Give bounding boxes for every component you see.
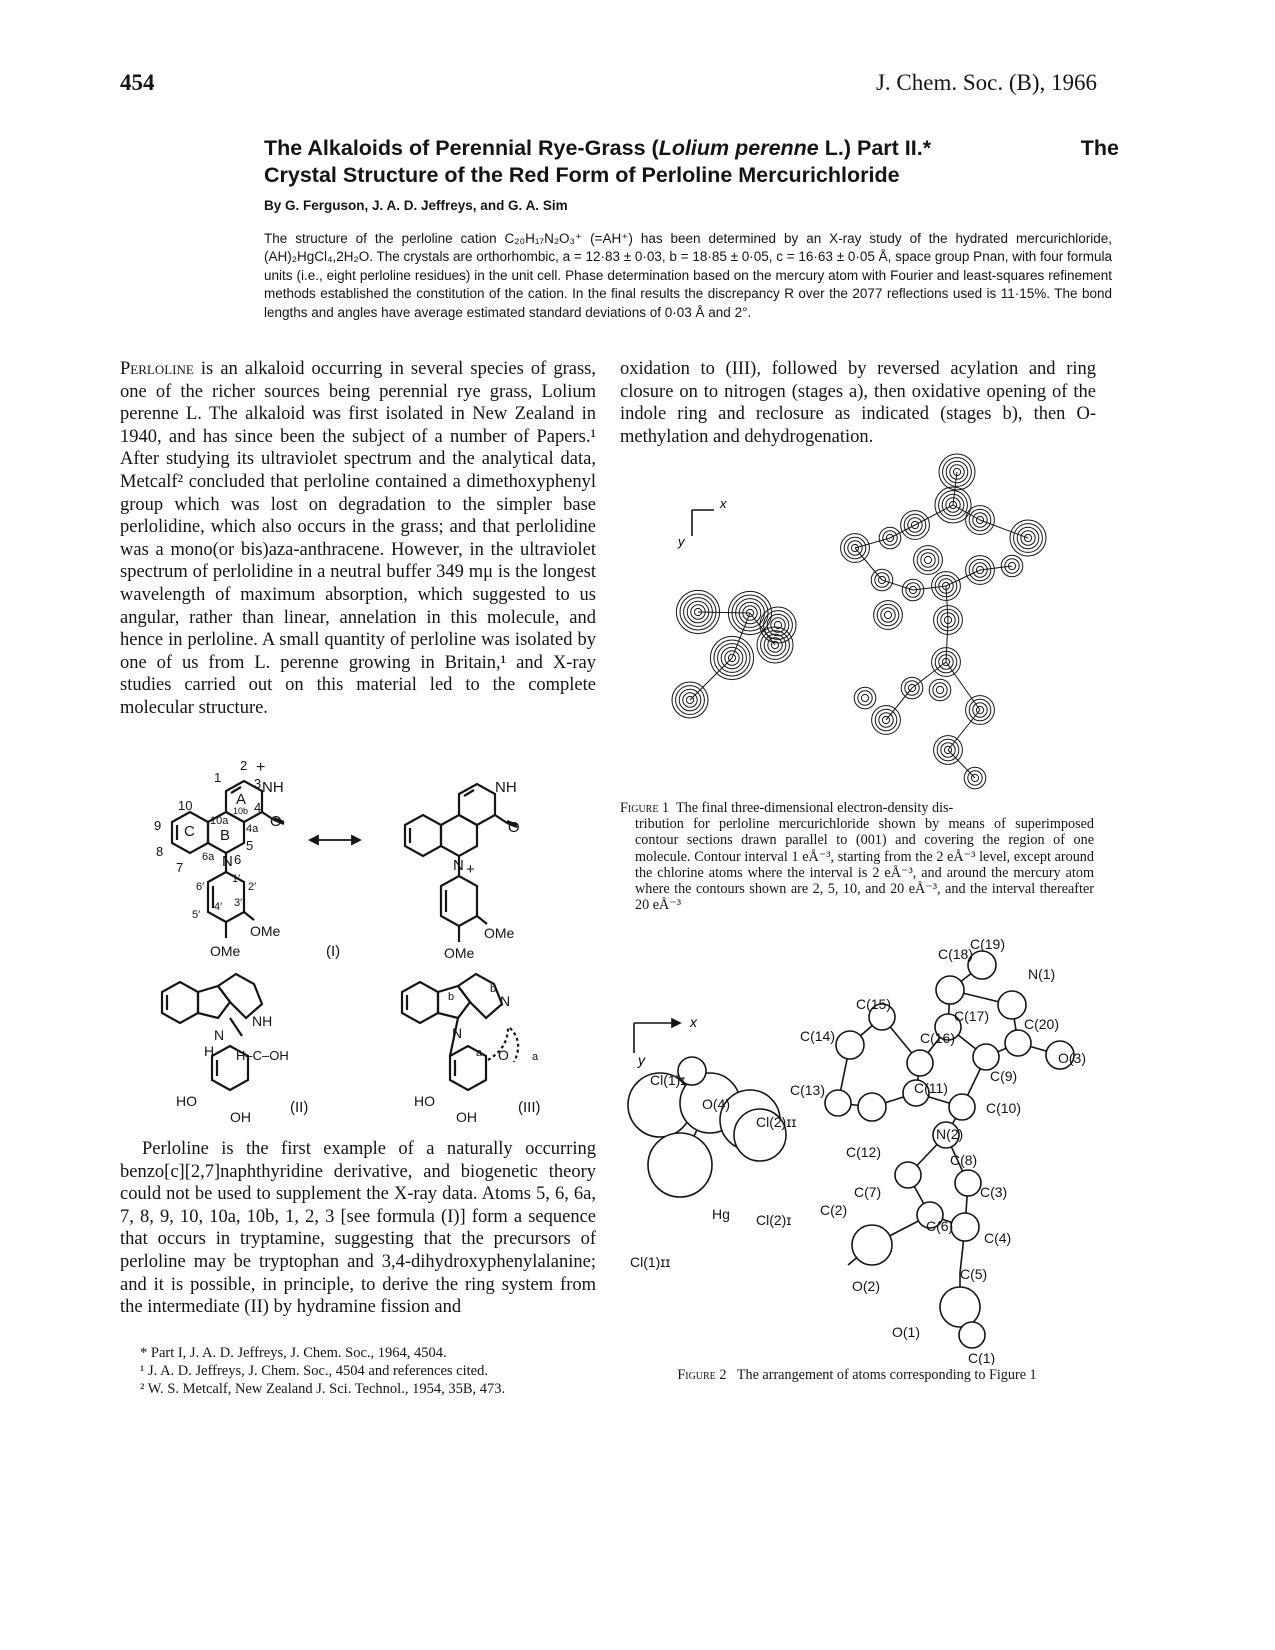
atom-num-9: 9 bbox=[154, 818, 162, 833]
atom-num-6p: 6′ bbox=[196, 881, 205, 893]
paragraph-2: Perloline is the first example of a naturally occurring benzo[c][2,7]naphthyridine derivative, and biogenetic theory could not be used to supplement the X-ray data. Atoms 5, 6, 6a, 7, 8, 9, 10, 10a, 10b, 1, 2, 3 [see formula (I)] form a sequence that occurs in tryptamine, suggesting that the precursors of perloline may be tryptophan and 3,4-dihydroxyphenylalanine; and it is possible, in principle, to derive the ring system from the intermediate (II) by hydramine fission and bbox=[120, 1139, 596, 1318]
ome-label-I-b: OMe bbox=[210, 943, 241, 959]
atom-c8: C(8) bbox=[950, 1152, 978, 1168]
atom-c20: C(20) bbox=[1024, 1016, 1060, 1032]
fig1-axis-x: x bbox=[720, 496, 727, 511]
atom-circle bbox=[858, 1093, 886, 1121]
atom-c19: C(19) bbox=[970, 936, 1006, 952]
figure-2-atom-arrangement bbox=[620, 935, 1090, 1365]
contour-bond bbox=[946, 620, 948, 662]
atom-c5: C(5) bbox=[960, 1266, 988, 1282]
lead-word: Perloline bbox=[120, 359, 194, 379]
ring-C: C bbox=[184, 823, 195, 840]
contour-peak bbox=[914, 546, 943, 575]
title-part1: The Alkaloids of Perennial Rye-Grass ( bbox=[264, 136, 659, 160]
fig2-caption-text: The arrangement of atoms corresponding to Figure 1 bbox=[736, 1367, 1037, 1383]
atom-c6: C(6) bbox=[926, 1218, 954, 1234]
contour-bond bbox=[953, 505, 980, 520]
title-line2: Crystal Structure of the Red Form of Perloline Mercurichloride bbox=[264, 163, 900, 187]
nitrogen-res: N bbox=[453, 857, 464, 874]
byline: By G. Ferguson, J. A. D. Jeffreys, and G. A. Sim bbox=[264, 198, 568, 213]
title-tail: The bbox=[1080, 136, 1119, 160]
contour-peak bbox=[929, 679, 951, 701]
atom-num-2: 2 bbox=[240, 760, 248, 773]
atom-cl2i: Cl(2)ɪ bbox=[756, 1212, 792, 1228]
fig1-label: Figure 1 bbox=[620, 800, 670, 816]
atom-c2: C(2) bbox=[820, 1202, 848, 1218]
ring-A: A bbox=[236, 791, 247, 808]
atom-circle bbox=[1005, 1030, 1031, 1056]
atom-circle bbox=[852, 1225, 892, 1265]
contour-bond bbox=[886, 688, 912, 720]
body-column-right-top bbox=[620, 358, 1096, 448]
atom-num-4a: 4a bbox=[246, 823, 259, 835]
atom-o3: O(3) bbox=[1058, 1050, 1086, 1066]
atom-num-5: 5 bbox=[246, 838, 254, 853]
atom-num-4p: 4′ bbox=[214, 901, 223, 913]
atom-num-7: 7 bbox=[176, 860, 184, 875]
atom-num-3: 3 bbox=[254, 776, 262, 791]
atom-num-3p: 3′ bbox=[234, 897, 243, 909]
footnotes bbox=[140, 1344, 610, 1398]
footnote-2: ² W. S. Metcalf, New Zealand J. Sci. Technol., 1954, 35B, 473. bbox=[140, 1381, 506, 1397]
stage-b-2: b bbox=[490, 983, 497, 995]
cation-plus: + bbox=[256, 760, 266, 776]
oxygen-III: O bbox=[498, 1047, 509, 1063]
atom-o4: O(4) bbox=[702, 1096, 730, 1112]
formula-label-II: (II) bbox=[290, 1099, 309, 1116]
chemical-formulas bbox=[150, 760, 590, 1130]
atom-c1: C(1) bbox=[968, 1350, 996, 1365]
stage-a-1: a bbox=[476, 1047, 483, 1059]
contour-bond bbox=[980, 566, 1012, 570]
nitrogen-II: N bbox=[214, 1027, 225, 1043]
figure-2-caption bbox=[650, 1367, 1064, 1383]
stage-b-1: b bbox=[448, 991, 455, 1003]
atom-circle bbox=[836, 1031, 864, 1059]
atom-num-1: 1 bbox=[214, 770, 222, 785]
h-label-II: H bbox=[204, 1043, 215, 1059]
atom-cl2ii: Cl(2)ɪɪ bbox=[756, 1114, 797, 1130]
title-italic: Lolium perenne bbox=[658, 136, 819, 160]
ome-label-I-a: OMe bbox=[250, 923, 281, 939]
contour-peak bbox=[854, 687, 876, 709]
carbonyl-o-I: O bbox=[270, 813, 282, 830]
fig1-caption-first: The final three-dimensional electron-density dis- bbox=[675, 800, 954, 816]
fig2-axis-y: y bbox=[638, 1052, 645, 1068]
abstract: The structure of the perloline cation C₂₀H₁₇N₂O₃⁺ (=AH⁺) has been determined by an X-ray study of the hydrated mercurichloride, (AH)₂HgCl₄,2H₂O. The crystals are orthorhombic, a = 12·83 ± 0·03, b = 18·85 ± 0·05, c = 16·63 ± 0·05 Å, space group Pnan, with four formula units (i.e., eight perloline residues) in the unit cell. Phase determination based on the mercury atom with Fourier and least-squares refinement methods established the constitution of the cation. In the final results the discrepancy R over the 2077 reflections used is 11·15%. The bond lengths and angles have average estimated standard deviations of 0·03 Å and 2°. bbox=[264, 231, 1113, 320]
atom-num-1p: 1′ bbox=[232, 873, 241, 885]
atom-num-6a: 6a bbox=[202, 851, 215, 863]
atom-c4: C(4) bbox=[984, 1230, 1012, 1246]
atom-cl1ii: Cl(1)ɪɪ bbox=[630, 1254, 671, 1270]
atom-circle bbox=[973, 1044, 999, 1070]
formula-label-III: (III) bbox=[518, 1099, 541, 1116]
atom-num-10a: 10a bbox=[210, 815, 229, 827]
atom-circle bbox=[940, 1287, 980, 1327]
atom-cl1i: Cl(1)ɪ bbox=[650, 1072, 686, 1088]
contour-bond bbox=[948, 710, 980, 750]
journal-citation: J. Chem. Soc. (B), 1966 bbox=[875, 70, 1097, 95]
stage-a-2: a bbox=[532, 1051, 539, 1063]
ho-label-III: HO bbox=[414, 1093, 435, 1109]
atom-num-5p: 5′ bbox=[192, 909, 201, 921]
contour-bond bbox=[946, 586, 948, 620]
contour-bond bbox=[980, 520, 1028, 538]
atom-num-8: 8 bbox=[156, 844, 164, 859]
oh-label-III: OH bbox=[456, 1109, 477, 1125]
atom-circle bbox=[825, 1090, 851, 1116]
atom-c14: C(14) bbox=[800, 1028, 836, 1044]
atom-circle bbox=[959, 1322, 985, 1348]
atom-circle bbox=[936, 976, 964, 1004]
carbonyl-o-res: O bbox=[508, 819, 520, 836]
contour-bond bbox=[698, 612, 750, 613]
atom-circle bbox=[998, 991, 1026, 1019]
atom-n2: N(2) bbox=[936, 1126, 964, 1142]
contour-bond bbox=[953, 472, 957, 505]
nh-label-I: NH bbox=[262, 779, 284, 796]
nh-label-II: NH bbox=[252, 1013, 273, 1029]
body-column-left-top bbox=[120, 358, 596, 720]
figure-1-caption bbox=[620, 800, 1094, 913]
atom-num-6: 6 bbox=[234, 852, 242, 867]
atom-circle bbox=[895, 1162, 921, 1188]
atom-circle bbox=[949, 1094, 975, 1120]
atom-circle bbox=[951, 1213, 979, 1241]
ho-label-II: HO bbox=[176, 1093, 197, 1109]
atom-c15: C(15) bbox=[856, 996, 892, 1012]
oh-label-II: OH bbox=[230, 1109, 251, 1125]
atom-o2: O(2) bbox=[852, 1278, 880, 1294]
nitrogen-I: N bbox=[222, 853, 233, 870]
atom-num-10: 10 bbox=[178, 798, 193, 813]
ome-label-res-b: OMe bbox=[444, 945, 475, 961]
page-number: 454 bbox=[120, 70, 155, 95]
fig2-axis-x: x bbox=[690, 1014, 697, 1030]
atom-num-4: 4 bbox=[254, 800, 262, 815]
hcoh-label-II: H–C–OH bbox=[236, 1048, 289, 1063]
paragraph-right: oxidation to (III), followed by reversed acylation and ring closure on to nitrogen (stages a), then oxidative opening of the indole ring and reclosure as indicated (stages b), then O-methylation and dehydrogenation. bbox=[620, 359, 1096, 447]
nitrogen-III-a: N bbox=[452, 1025, 463, 1041]
atom-c16: C(16) bbox=[920, 1030, 956, 1046]
ome-label-res-a: OMe bbox=[484, 925, 515, 941]
nh-label-res: NH bbox=[495, 779, 517, 796]
atom-o1: O(1) bbox=[892, 1324, 920, 1340]
atom-c12: C(12) bbox=[846, 1144, 882, 1160]
fig1-axis-y: y bbox=[678, 534, 685, 549]
formula-label-I: (I) bbox=[326, 943, 341, 960]
footnote-1: ¹ J. A. D. Jeffreys, J. Chem. Soc., 4504 and references cited. bbox=[140, 1363, 488, 1379]
atom-c3: C(3) bbox=[980, 1184, 1008, 1200]
atom-c7: C(7) bbox=[854, 1184, 882, 1200]
atom-c13: C(13) bbox=[790, 1082, 826, 1098]
fig1-caption-rest: tribution for perloline mercurichloride shown by means of superimposed contour sections drawn parallel to (001) and covering the region of one molecule. Contour interval 1 eÅ⁻³, starting from the 2 eÅ⁻³ level, except around the chlorine atoms where the interval is 2 eÅ⁻³, and around the mercury atom where the contours shown are 2, 5, 10, and 20 eÅ⁻³, and the interval thereafter 20 eÅ⁻³ bbox=[635, 816, 1094, 914]
cation-plus-res: + bbox=[466, 861, 475, 878]
contour-peak bbox=[760, 607, 796, 643]
paragraph-1: is an alkaloid occurring in several species of grass, one of the richer sources being perennial rye grass, Lolium perenne L. The alkaloid was first isolated in New Zealand in 1940, and has since been the subject of a number of Papers.¹ After studying its ultraviolet spectrum and the analytical data, Metcalf² concluded that perloline contained a dimethoxyphenyl group which was lost on degradation to the simpler base perlolidine, which also occurs in the grass; and that perlolidine was a mono(or bis)aza-anthracene. However, in the ultraviolet spectrum of perlolidine in a neutral buffer 349 mμ is the longest wavelength of maximum absorption, which suggested to us angular, rather than linear, annelation in this molecule, and hence in perloline. A small quantity of perloline was isolated by one of us from L. perenne growing in Britain,¹ and X-ray studies carried out on this material led to the complete molecular structure. bbox=[120, 359, 596, 718]
atom-c10: C(10) bbox=[986, 1100, 1022, 1116]
title-part2: L.) Part II.* bbox=[818, 136, 932, 160]
article-title bbox=[264, 135, 1119, 189]
nitrogen-III-b: N bbox=[500, 993, 511, 1009]
atom-c18: C(18) bbox=[938, 946, 974, 962]
atom-hg: Hg bbox=[712, 1206, 730, 1222]
fig1-contour-groups bbox=[672, 454, 1046, 789]
atom-c17: C(17) bbox=[954, 1008, 990, 1024]
contour-bond bbox=[913, 586, 946, 590]
figure-1-electron-density bbox=[650, 450, 1095, 795]
ring-B: B bbox=[220, 827, 231, 844]
footnote-star: * Part I, J. A. D. Jeffreys, J. Chem. Soc., 1964, 4504. bbox=[140, 1345, 447, 1361]
fig2-label: Figure 2 bbox=[677, 1367, 727, 1383]
atom-num-10b: 10b bbox=[233, 806, 249, 816]
contour-peak bbox=[874, 601, 903, 630]
contour-bond bbox=[946, 662, 980, 710]
atom-n1: N(1) bbox=[1028, 966, 1056, 982]
atom-circle bbox=[648, 1133, 712, 1197]
atom-circle bbox=[955, 1170, 981, 1196]
atom-num-2p: 2′ bbox=[248, 881, 257, 893]
atom-c9: C(9) bbox=[990, 1068, 1018, 1084]
atom-c11: C(11) bbox=[914, 1080, 948, 1096]
body-column-left-bottom bbox=[120, 1138, 596, 1319]
atom-circle bbox=[907, 1050, 933, 1076]
